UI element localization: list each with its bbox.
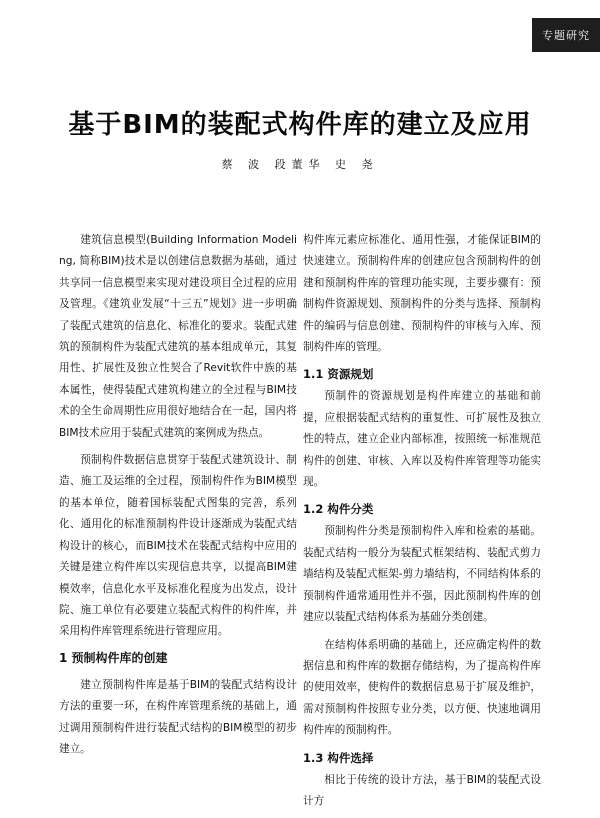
subsection-1-2-heading: 1.2 构件分类 <box>303 502 374 517</box>
subsection-1-1-heading: 1.1 资源规划 <box>303 367 374 382</box>
right-paragraph-1: 构件库元素应标准化、通用性强，才能保证BIM的快速建立。预制构件库的创建应包含预制构件的创建和预制构件库的管理功能实现，主要步骤有：预制构件资源规划、预制构件的分类与选择、预制构件的编码与信息创建、预制构件的审核与入库、预制构件库的管理。 <box>303 234 541 354</box>
left-column <box>59 230 297 766</box>
left-paragraph-3: 建立预制构件库是基于BIM的装配式结构设计方法的重要一环，在构件库管理系统的基础上，通过调用预制构件进行装配式结构的BIM模型的初步建立。 <box>59 678 297 755</box>
right-paragraph-3: 预制构件分类是预制构件入库和检索的基础。装配式结构一般分为装配式框架结构、装配式剪力墙结构及装配式框架-剪力墙结构，不同结构体系的预制构件通常通用性并不强，因此预制构件库的创建应以装配式结构体系为基础分类创建。 <box>303 525 541 624</box>
column-tag: 专题研究 <box>532 18 600 52</box>
subsection-1-3-heading: 1.3 构件选择 <box>303 750 374 765</box>
right-paragraph-5: 相比于传统的设计方法，基于BIM的装配式设计方 <box>303 773 541 807</box>
right-paragraph-4: 在结构体系明确的基础上，还应确定构件的数据信息和构件库的数据存储结构，为了提高构件库的使用效率，使构件的数据信息易于扩展及维护，需对预制构件按照专业分类，以方便、快速地调用构件库的预制构件。 <box>303 638 541 737</box>
right-paragraph-2: 预制件的资源规划是构件库建立的基础和前提，应根据装配式结构的重复性、可扩展性及独立性的特点，建立企业内部标准，按照统一标准规范构件的创建、审核、入库以及构件库管理等功能实现。 <box>303 390 541 489</box>
article-authors: 蔡 波 段董华 史 尧 <box>221 158 379 171</box>
right-column <box>303 230 541 818</box>
section-1-heading: 1 预制构件库的创建 <box>59 650 168 665</box>
left-paragraph-2: 预制构件数据信息贯穿于装配式建筑设计、制造、施工及运维的全过程，预制构件作为BIM模型的基本单位，随着国标装配式图集的完善，系列化、通用化的标准预制构件设计逐渐成为装配式结构设计的核心，而BIM技术在装配式结构中应用的关键是建立构件库以实现信息共享，以提高BIM建模效率，信息化水平及标准化程度为出发点，设计院、施工单位有必要建立装配式构件的构件库，并采用构件库管理系统进行管理应用。 <box>59 454 297 638</box>
left-paragraph-1: 建筑信息模型(Building Information Modeling, 简称BIM)技术是以创建信息数据为基础，通过共享同一信息模型来实现对建设项目全过程的应用及管理。《建筑业发展“十三五”规划》进一步明确了装配式建筑的信息化、标准化的要求。装配式建筑的预制构件为装配式建筑的基本组成单元，其复用性、扩展性及独立性契合了Revit软件中族的基本属性，使得装配式建筑构建立的全过程与BIM技术的全生命周期性应用很好地结合在一起，国内将BIM技术应用于装配式建筑的案例成为热点。 <box>59 234 297 439</box>
article-title: 基于BIM的装配式构件库的建立及应用 <box>68 110 532 140</box>
